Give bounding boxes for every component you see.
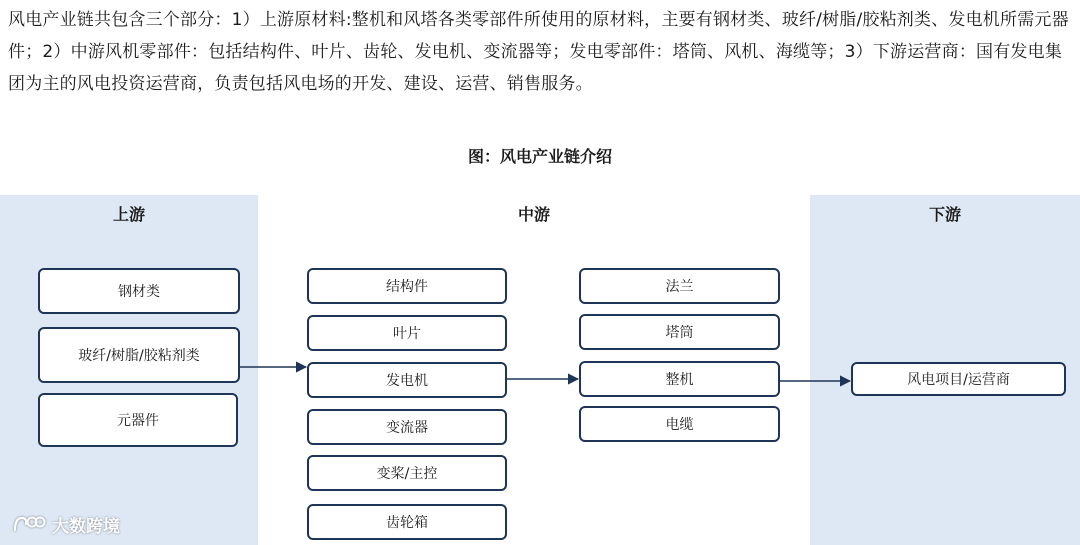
midstream-heading: 中游 (517, 205, 550, 224)
node-structural-parts: 结构件 (307, 268, 507, 304)
node-wind-operator: 风电项目/运营商 (851, 362, 1066, 396)
intro-paragraph: 风电产业链共包含三个部分：1）上游原材料:整机和风塔各类零部件所使用的原材料，主要有钢材类、玻纤/树脂/胶粘剂类、发电机所需元器件；2）中游风机零部件：包括结构件、叶片、齿轮、发电机、变流器等；发电零部件：塔筒、风机、海缆等；3）下游运营商：国有发电集团为主的风电投资运营商，负责包括风电场的开发、建设、运营、销售服务。 (8, 10, 1069, 94)
node-fiber-resin-adhesive: 玻纤/树脂/胶粘剂类 (38, 327, 240, 383)
node-cable: 电缆 (579, 406, 780, 442)
brand-logo-icon (12, 514, 46, 534)
node-tower: 塔筒 (579, 314, 780, 350)
node-blades: 叶片 (307, 315, 507, 351)
node-generator: 发电机 (307, 362, 507, 398)
brand-watermark (12, 512, 120, 536)
node-pitch-control: 变桨/主控 (307, 455, 507, 491)
node-gearbox: 齿轮箱 (307, 504, 507, 540)
figure-title: 图：风电产业链介绍 (467, 147, 612, 166)
node-flange: 法兰 (579, 268, 780, 304)
node-converter: 变流器 (307, 409, 507, 445)
upstream-heading: 上游 (112, 205, 145, 224)
downstream-heading: 下游 (928, 205, 961, 224)
node-components: 元器件 (38, 393, 238, 447)
node-turbine: 整机 (579, 361, 780, 397)
brand-name: 大数跨境 (52, 516, 120, 537)
node-steel: 钢材类 (38, 268, 240, 314)
